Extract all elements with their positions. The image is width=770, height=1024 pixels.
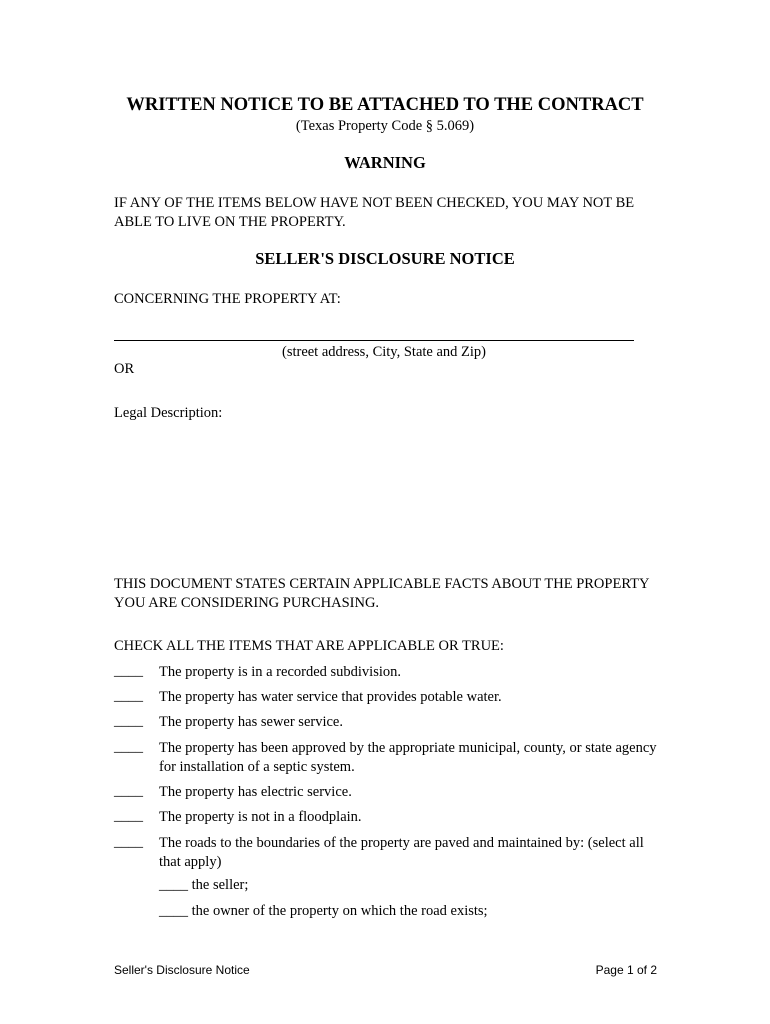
document-title: WRITTEN NOTICE TO BE ATTACHED TO THE CONTRACT xyxy=(126,95,644,115)
footer-page-number: Page 1 of 2 xyxy=(595,963,657,977)
checkbox-blank[interactable]: ____ xyxy=(114,713,143,729)
sub-item-seller[interactable]: ____ the seller; xyxy=(159,877,249,893)
checklist-item-text: The property has electric service. xyxy=(159,784,352,800)
checkbox-blank[interactable]: ____ xyxy=(114,834,143,850)
checklist-item-text: The property is in a recorded subdivision. xyxy=(159,664,402,680)
checklist-item-text: The property has been approved by the appropriate municipal, county, or state agency for installation of a septic system. xyxy=(159,740,657,775)
checkbox-blank[interactable]: ____ xyxy=(114,783,143,799)
checkbox-blank[interactable]: ____ xyxy=(114,688,143,704)
document-subtitle: (Texas Property Code § 5.069) xyxy=(295,118,475,134)
checklist-item-text: The property has sewer service. xyxy=(159,714,343,730)
facts-statement: THIS DOCUMENT STATES CERTAIN APPLICABLE FACTS ABOUT THE PROPERTY YOU ARE CONSIDERING PURCHASING. xyxy=(114,576,649,611)
address-line[interactable] xyxy=(114,340,634,341)
or-label: OR xyxy=(114,361,135,377)
check-all-label: CHECK ALL THE ITEMS THAT ARE APPLICABLE OR TRUE: xyxy=(114,638,504,654)
concerning-label: CONCERNING THE PROPERTY AT: xyxy=(114,291,341,307)
legal-description-label: Legal Description: xyxy=(114,405,223,421)
checklist-item-text: The property has water service that provides potable water. xyxy=(159,689,502,705)
notice-heading: SELLER'S DISCLOSURE NOTICE xyxy=(255,249,515,268)
sub-item-road-owner[interactable]: ____ the owner of the property on which the road exists; xyxy=(159,903,488,919)
footer-left: Seller's Disclosure Notice xyxy=(114,963,250,977)
warning-heading: WARNING xyxy=(344,153,426,172)
checkbox-blank[interactable]: ____ xyxy=(114,808,143,824)
checklist-item-text: The roads to the boundaries of the property are paved and maintained by: (select all that apply) xyxy=(159,835,644,870)
address-caption: (street address, City, State and Zip) xyxy=(281,344,487,360)
checkbox-blank[interactable]: ____ xyxy=(114,739,143,755)
warning-text: IF ANY OF THE ITEMS BELOW HAVE NOT BEEN CHECKED, YOU MAY NOT BE ABLE TO LIVE ON THE PROPERTY. xyxy=(114,195,635,230)
checkbox-blank[interactable]: ____ xyxy=(114,663,143,679)
checklist-item-text: The property is not in a floodplain. xyxy=(159,809,362,825)
